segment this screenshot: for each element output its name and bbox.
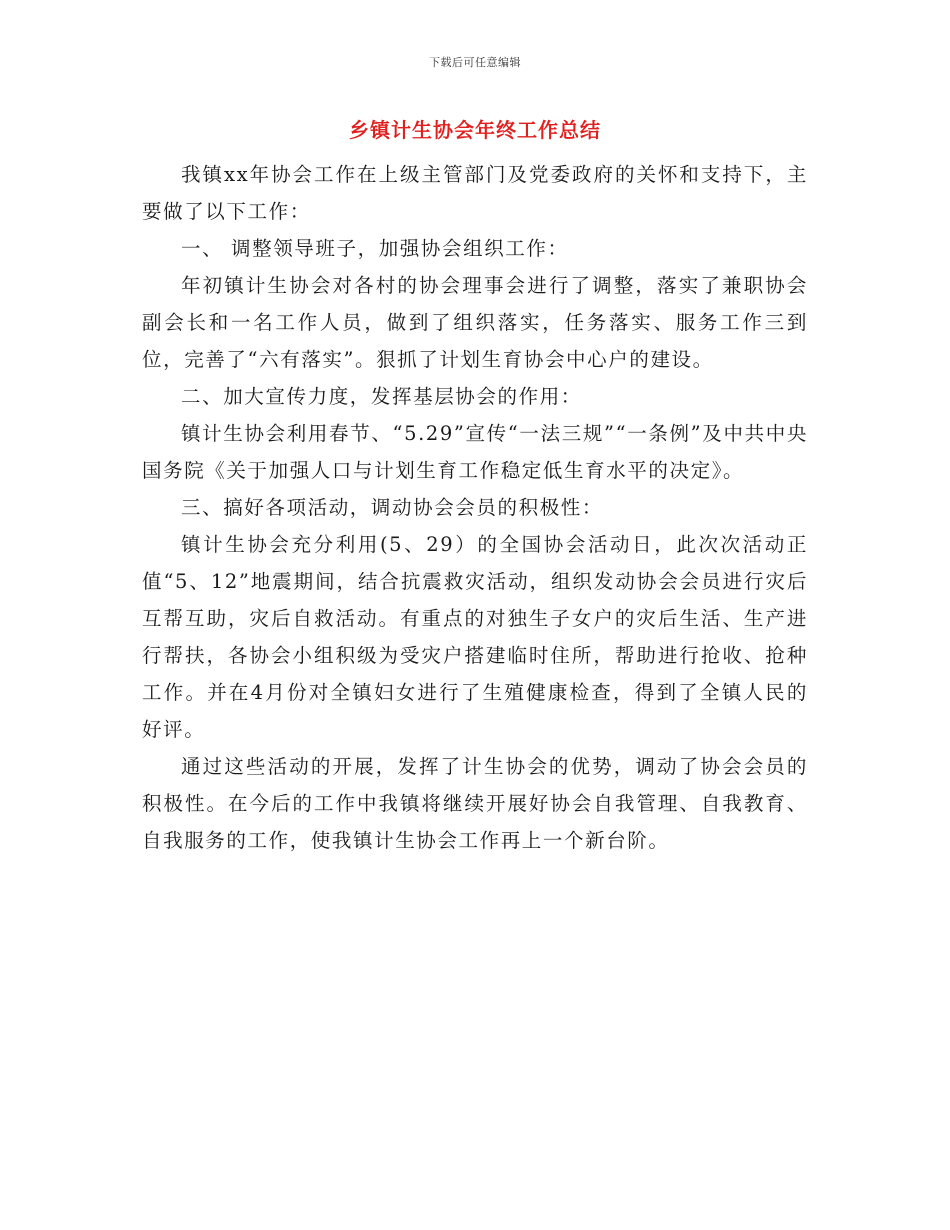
header-note: 下载后可任意编辑 — [429, 56, 521, 69]
section-heading-3: 三、搞好各项活动，调动协会会员的积极性： — [181, 496, 604, 519]
intro-paragraph: 我镇xx年协会工作在上级主管部门及党委政府的关怀和支持下，主要做了以下工作： — [142, 163, 808, 223]
section-paragraph-1: 年初镇计生协会对各村的协会理事会进行了调整，落实了兼职协会副会长和一名工作人员，做到了组织落实，任务落实、服务工作三到位，完善了“六有落实”。狠抓了计划生育协会中心户的建设。 — [142, 274, 808, 371]
section-paragraph-3: 镇计生协会充分利用(5、29）的全国协会活动日，此次次活动正值“5、12”地震期间，结合抗震救灾活动，组织发动协会会员进行灾后互帮互助，灾后自救活动。有重点的对独生子女户的灾后生活、生产进行帮扶，各协会小组积级为受灾户搭建临时住所，帮助进行抢收、抢种工作。并在4月份对全镇妇女进行了生殖健康检查，得到了全镇人民的好评。 — [142, 533, 808, 741]
closing-paragraph: 通过这些活动的开展，发挥了计生协会的优势，调动了协会会员的积极性。在今后的工作中我镇将继续开展好协会自我管理、自我教育、自我服务的工作，使我镇计生协会工作再上一个新台阶。 — [142, 755, 808, 852]
document-body — [142, 156, 808, 859]
document-title: 乡镇计生协会年终工作总结 — [349, 118, 601, 142]
section-heading-2: 二、加大宣传力度，发挥基层协会的作用： — [181, 385, 582, 408]
section-paragraph-2: 镇计生协会利用春节、“5.29”宣传“一法三规”“一条例”及中共中央国务院《关于加强人口与计划生育工作稳定低生育水平的决定》。 — [142, 422, 808, 482]
section-heading-1: 一、 调整领导班子，加强协会组织工作： — [181, 237, 569, 260]
